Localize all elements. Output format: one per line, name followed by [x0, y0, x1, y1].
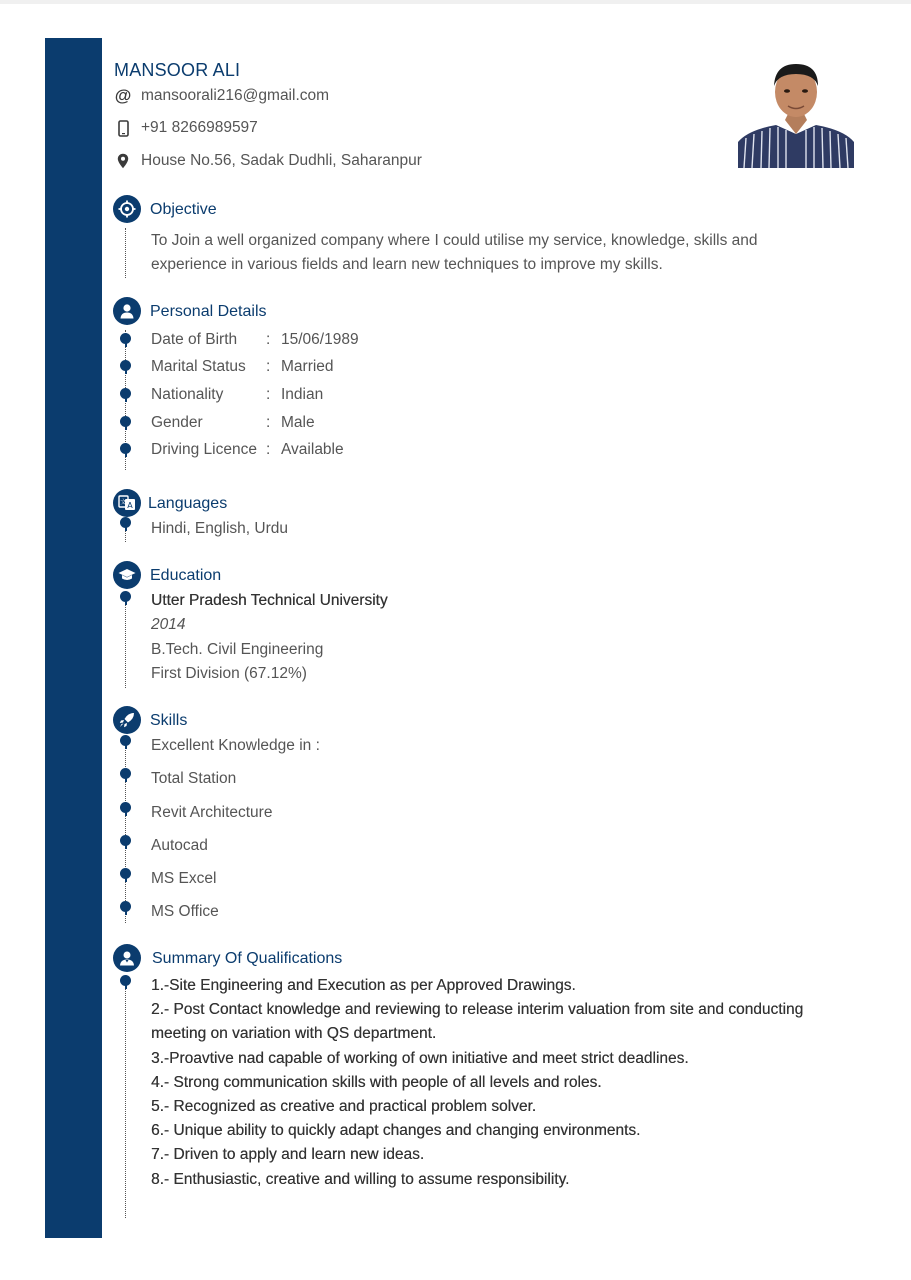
personal-details-heading: Personal Details: [150, 303, 267, 320]
timeline-dot: [120, 591, 131, 602]
summary-item: 2.- Post Contact knowledge and reviewing to release interim valuation from site and conducting: [151, 1001, 804, 1019]
email-row: [114, 86, 329, 106]
summary-item: 4.- Strong communication skills with people of all levels and roles.: [151, 1073, 602, 1091]
timeline-line: [125, 592, 126, 688]
detail-row: Driving Licence : Available: [151, 441, 344, 458]
summary-item: 8.- Enthusiastic, creative and willing to assume responsibility.: [151, 1170, 570, 1188]
timeline-line: [125, 978, 126, 1218]
languages-text: Hindi, English, Urdu: [151, 520, 288, 537]
summary-item: 3.-Proavtive nad capable of working of own initiative and meet strict deadlines.: [151, 1049, 689, 1067]
timeline-dot: [120, 443, 131, 454]
skill-item: MS Excel: [151, 870, 217, 887]
timeline-line: [125, 738, 126, 923]
timeline-dot: [120, 388, 131, 399]
languages-heading: Languages: [148, 495, 228, 512]
timeline-dot: [120, 768, 131, 779]
detail-row: Date of Birth : 15/06/1989: [151, 331, 359, 348]
detail-row: Marital Status : Married: [151, 358, 334, 375]
objective-line: experience in various fields and learn new techniques to improve my skills.: [151, 256, 663, 273]
education-year: 2014: [151, 616, 186, 633]
person-icon: [113, 297, 141, 325]
profile-photo: [738, 62, 854, 168]
svg-text:A: A: [127, 501, 133, 510]
address-row: [114, 152, 422, 170]
translate-icon: [113, 489, 141, 517]
detail-label: Nationality: [151, 386, 224, 403]
timeline-line: [125, 228, 126, 278]
timeline-dot: [120, 901, 131, 912]
rocket-icon: [113, 706, 141, 734]
phone-row: [114, 119, 258, 137]
graduation-cap-icon: [113, 561, 141, 589]
skill-item: Autocad: [151, 837, 208, 854]
timeline-dot: [120, 333, 131, 344]
objective-text: [151, 229, 758, 277]
summary-list: [151, 974, 851, 1192]
timeline-dot: [120, 835, 131, 846]
detail-label: Driving Licence: [151, 441, 257, 458]
detail-value: 15/06/1989: [281, 331, 359, 348]
timeline-dot: [120, 802, 131, 813]
skill-item: Excellent Knowledge in :: [151, 737, 320, 754]
timeline-dot: [120, 517, 131, 528]
at-icon: @: [114, 86, 132, 105]
timeline-dot: [120, 975, 131, 986]
skill-item: MS Office: [151, 903, 219, 920]
user-badge-icon: [113, 944, 141, 972]
detail-label: Marital Status: [151, 358, 246, 375]
timeline-dot: [120, 360, 131, 371]
objective-heading: Objective: [150, 201, 217, 218]
detail-value: Married: [281, 358, 334, 375]
summary-item: 5.- Recognized as creative and practical problem solver.: [151, 1098, 537, 1116]
detail-value: Indian: [281, 386, 324, 403]
svg-text:文: 文: [120, 499, 127, 506]
summary-item: meeting on variation with QS department.: [151, 1025, 437, 1043]
crosshair-icon: [113, 195, 141, 223]
summary-heading: Summary Of Qualifications: [152, 950, 343, 967]
education-heading: Education: [150, 567, 222, 584]
sidebar-band: [45, 38, 102, 1238]
timeline-dot: [120, 735, 131, 746]
summary-item: 7.- Driven to apply and learn new ideas.: [151, 1146, 425, 1164]
education-degree: B.Tech. Civil Engineering: [151, 641, 324, 658]
education-institution: Utter Pradesh Technical University: [151, 592, 388, 609]
phone-text: +91 8266989597: [141, 119, 258, 136]
detail-value: Available: [281, 441, 344, 458]
email-text: mansoorali216@gmail.com: [141, 87, 330, 104]
skill-item: Revit Architecture: [151, 804, 273, 821]
detail-row: Gender : Male: [151, 414, 315, 431]
summary-item: 6.- Unique ability to quickly adapt changes and changing environments.: [151, 1122, 641, 1140]
detail-row: Nationality : Indian: [151, 386, 324, 403]
address-text: House No.56, Sadak Dudhli, Saharanpur: [141, 152, 422, 169]
candidate-name: MANSOOR ALI: [114, 60, 241, 80]
mobile-phone-icon: [114, 120, 132, 137]
objective-line: To Join a well organized company where I could utilise my service, knowledge, skills and: [151, 232, 758, 249]
map-pin-icon: [114, 153, 132, 169]
detail-label: Gender: [151, 414, 203, 431]
detail-label: Date of Birth: [151, 331, 238, 348]
summary-item: 1.-Site Engineering and Execution as per Approved Drawings.: [151, 977, 576, 994]
skills-heading: Skills: [150, 712, 188, 729]
skill-item: Total Station: [151, 770, 237, 787]
detail-value: Male: [281, 414, 315, 431]
top-border: [0, 0, 911, 4]
timeline-dot: [120, 868, 131, 879]
education-result: First Division (67.12%): [151, 665, 307, 682]
timeline-dot: [120, 416, 131, 427]
